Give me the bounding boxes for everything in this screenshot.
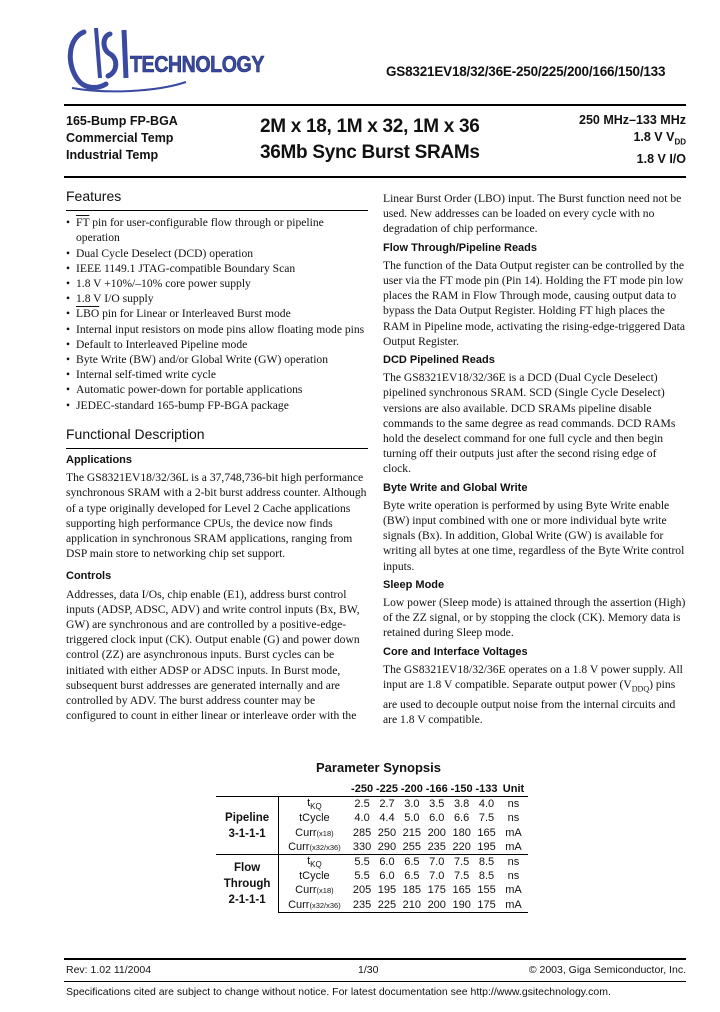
vdd-spec: 1.8 V $V_{DD}$ xyxy=(633,130,686,147)
group-label: Flow Through 2-1-1-1 xyxy=(216,854,279,912)
param-value: 2.7 xyxy=(375,797,400,812)
param-value: 290 xyxy=(377,840,397,853)
param-value: 250 xyxy=(377,826,397,839)
param-value: 7.5 xyxy=(453,870,470,883)
param-value: 8.5 xyxy=(474,854,499,869)
param-value: 7.0 xyxy=(424,854,449,869)
speed-header: -225 xyxy=(375,783,398,796)
param-value: 6.0 xyxy=(429,812,445,825)
document-title xyxy=(260,114,490,166)
param-value: 7.5 xyxy=(478,812,495,825)
applications-text: The GS8321EV18/32/36L is a 37,748,736-bit high performance synchronous SRAM with a 2-bit burst address counter. Although of a type originally developed for Level 2 Cache applications supporting high performance CPUs, the device now finds application in synchronous SRAM applications, ranging from DSP main store to networking chip set support. xyxy=(66,471,367,561)
speed-header: -250 xyxy=(351,783,374,796)
feature-item: • $\overline{LBO}$ pin for Linear or Interleaved Burst mode xyxy=(66,306,368,321)
logo-word: TECHNOLOGY xyxy=(130,51,265,77)
byte-write-text: Byte write operation is performed by using Byte Write enable (BW) input combined with one or more individual byte write signals (Bx). In addition, Global Write (GW) is available for writing all bytes at one time, regardless of the Byte Write control inputs. xyxy=(383,498,685,573)
features-list xyxy=(66,215,368,413)
package-line: Commercial Temp xyxy=(66,131,174,145)
param-value: 5.5 xyxy=(354,870,370,883)
core-text: The GS8321EV18/32/36E operates on a 1.8 V power supply. All input are 1.8 V compatible. Separate output power $(V_{DDQ})$ pins are used to decouple output noise from the internal circuits and are 1.8 V compatible. xyxy=(383,662,683,726)
param-value: 2.5 xyxy=(350,797,375,812)
feature-item: • Default to Interleaved Pipeline mode xyxy=(66,337,368,352)
feature-item: • JEDEC-standard 165-bump FP-BGA package xyxy=(66,398,368,413)
left-column xyxy=(66,189,368,724)
synopsis-row xyxy=(216,797,528,812)
param-name: tCycle xyxy=(299,812,330,825)
param-value: 3.8 xyxy=(449,797,474,812)
section-rule xyxy=(66,448,368,449)
sleep-heading: Sleep Mode xyxy=(383,578,445,591)
feature-item: • IEEE 1149.1 JTAG-compatible Boundary Scan xyxy=(66,261,368,276)
controls-heading: Controls xyxy=(66,570,112,583)
notice: Specifications cited are subject to change without notice. For latest documentation see http://www.gsitechnology.com. xyxy=(66,986,611,998)
param-value: 7.5 xyxy=(449,854,474,869)
param-value: 215 xyxy=(402,826,422,839)
param-value: 5.5 xyxy=(350,854,375,869)
param-value: 8.5 xyxy=(478,870,495,883)
section-rule xyxy=(66,210,368,211)
param-name: Curr(x32/x36) xyxy=(288,840,341,853)
feature-item: • 1.8 V I/O supply xyxy=(66,291,368,306)
param-value: 200 xyxy=(427,826,446,839)
revision: Rev: 1.02 11/2004 xyxy=(66,964,152,976)
functional-heading: Functional Description xyxy=(66,425,205,442)
footer-rule xyxy=(64,958,686,960)
title-line: 36Mb Sync Burst SRAMs xyxy=(260,142,480,163)
param-value: 5.0 xyxy=(404,812,420,825)
param-name: Curr(x18) xyxy=(295,826,334,839)
freq-range: 250 MHz–133 MHz xyxy=(579,113,686,127)
param-name: Curr(x32/x36) xyxy=(279,898,350,913)
core-heading: Core and Interface Voltages xyxy=(383,645,528,658)
param-value: 155 xyxy=(477,884,496,897)
param-unit: mA xyxy=(505,884,522,897)
param-value: 285 xyxy=(352,826,372,839)
feature-item: • Byte Write (BW) and/or Global Write (GW) operation xyxy=(66,352,368,367)
param-value: 165 xyxy=(452,884,471,897)
param-value: 185 xyxy=(402,884,422,897)
title-rule xyxy=(64,176,686,178)
param-value: 195 xyxy=(377,884,397,897)
group-label: Pipeline 3-1-1-1 xyxy=(216,797,279,855)
applications-heading: Applications xyxy=(66,454,133,467)
package-line: Industrial Temp xyxy=(66,148,159,162)
flow-heading: Flow Through/Pipeline Reads xyxy=(383,241,538,254)
byte-write-heading: Byte Write and Global Write xyxy=(383,481,528,494)
param-unit: ns xyxy=(499,854,528,869)
synopsis-row xyxy=(216,854,528,869)
feature-item: • Internal input resistors on mode pins allow floating mode pins xyxy=(66,322,368,337)
param-value: 195 xyxy=(477,840,496,853)
spec-summary xyxy=(579,112,686,168)
param-value: 330 xyxy=(352,840,372,853)
param-value: 6.5 xyxy=(404,870,420,883)
synopsis-header-row xyxy=(216,782,528,797)
param-value: 255 xyxy=(402,840,422,853)
controls-text: Addresses, data I/Os, chip enable (E1), address burst control inputs (ADSP, ADSC, ADV) and write control inputs (Bx, BW, GW) are synchronous and are controlled by a positive-edge-triggered clock input (CK). Output enable (G) and power down control (ZZ) are asynchronous inputs. Burst cycles can be initiated with either ADSP or ADSC inputs. In Burst mode, subsequent burst addresses are generated internally and are controlled by ADV. The burst address counter may be configured to count in either linear or interleave order with the xyxy=(66,587,360,723)
param-value: 165 xyxy=(477,826,496,839)
param-value: 210 xyxy=(399,898,424,913)
synopsis-corner xyxy=(279,782,350,797)
param-value: 180 xyxy=(452,826,471,839)
feature-item: • 1.8 V +10%/–10% core power supply xyxy=(66,276,368,291)
footer-rule-2 xyxy=(64,981,686,982)
flow-text: The function of the Data Output register can be controlled by the user via the FT mode pin (Pin 14). Holding the FT mode pin low places the RAM in Flow Through mode, causing output data to bypass the Data Output Register. Holding FT high places the RAM in Pipeline mode, activating the rising-edge-triggered Data Output Register. xyxy=(383,258,685,348)
param-unit: mA xyxy=(499,898,528,913)
param-unit: ns xyxy=(499,797,528,812)
part-number: GS8321EV18/32/36E-250/225/200/166/150/133 xyxy=(386,64,666,79)
right-column xyxy=(383,191,686,727)
param-value: 190 xyxy=(449,898,474,913)
feature-item: • Dual Cycle Deselect (DCD) operation xyxy=(66,246,368,261)
speed-header: -133 xyxy=(475,783,498,796)
param-unit: mA xyxy=(505,826,522,839)
param-value: 3.5 xyxy=(424,797,449,812)
speed-header: -200 xyxy=(400,783,423,796)
param-value: 225 xyxy=(375,898,400,913)
param-value: 175 xyxy=(427,884,446,897)
title-line: 2M x 18, 1M x 32, 1M x 36 xyxy=(260,116,480,137)
param-value: 235 xyxy=(350,898,375,913)
features-heading: Features xyxy=(66,188,122,204)
copyright: © 2003, Giga Semiconductor, Inc. xyxy=(528,964,686,976)
param-value: 200 xyxy=(424,898,449,913)
header-rule xyxy=(64,104,686,106)
param-value: 220 xyxy=(452,840,471,853)
param-value: 7.0 xyxy=(429,870,445,883)
param-value: 205 xyxy=(352,884,372,897)
burst-continuation-text: Linear Burst Order (LBO) input. The Burst function need not be used. New addresses can be loaded on every cycle with no degradation of chip performance. xyxy=(383,192,682,236)
synopsis-title: Parameter Synopsis xyxy=(316,760,442,775)
param-value: 4.0 xyxy=(354,812,370,825)
param-unit: ns xyxy=(507,870,520,883)
package-info xyxy=(66,113,178,164)
feature-item: • Automatic power-down for portable applications xyxy=(66,382,368,397)
dcd-text: The GS8321EV18/32/36E is a DCD (Dual Cycle Deselect) pipelined synchronous SRAM. SCD (Single Cycle Deselect) versions are also available. DCD SRAMs pipeline disable commands to the same degree as read commands. DCD RAMs hold the deselect command for one full cycle and then begin turning off their outputs just after the second rising edge of clock. xyxy=(383,371,676,476)
param-value: 4.4 xyxy=(379,812,395,825)
param-name: $t_{KQ}$ xyxy=(279,854,350,869)
param-name: $t_{KQ}$ xyxy=(279,797,350,812)
parameter-synopsis-table xyxy=(216,782,528,913)
param-name: tCycle xyxy=(299,870,330,883)
param-value: 6.0 xyxy=(379,870,395,883)
speed-header: -166 xyxy=(425,783,448,796)
speed-header: -150 xyxy=(450,783,473,796)
io-spec: 1.8 V I/O xyxy=(636,151,686,166)
feature-item: • $\overline{FT}$ pin for user-configurable flow through or pipeline operation xyxy=(66,215,368,245)
param-value: 6.0 xyxy=(375,854,400,869)
param-unit: mA xyxy=(505,840,522,853)
param-name: Curr(x18) xyxy=(295,884,334,897)
page-number: 1/30 xyxy=(358,964,379,976)
param-value: 175 xyxy=(474,898,499,913)
param-unit: ns xyxy=(507,812,520,825)
param-value: 4.0 xyxy=(474,797,499,812)
feature-item: • Internal self-timed write cycle xyxy=(66,367,368,382)
synopsis-corner xyxy=(216,782,279,797)
param-value: 6.6 xyxy=(453,812,470,825)
gsi-logo xyxy=(66,24,266,96)
package-line: 165-Bump FP-BGA xyxy=(66,114,178,128)
unit-header: Unit xyxy=(502,783,525,796)
dcd-heading: DCD Pipelined Reads xyxy=(383,354,495,367)
param-value: 6.5 xyxy=(399,854,424,869)
param-value: 3.0 xyxy=(399,797,424,812)
sleep-text: Low power (Sleep mode) is attained through the assertion (High) of the ZZ signal, or by stopping the clock (CK). Memory data is retained during Sleep mode. xyxy=(383,596,686,640)
param-value: 235 xyxy=(427,840,446,853)
